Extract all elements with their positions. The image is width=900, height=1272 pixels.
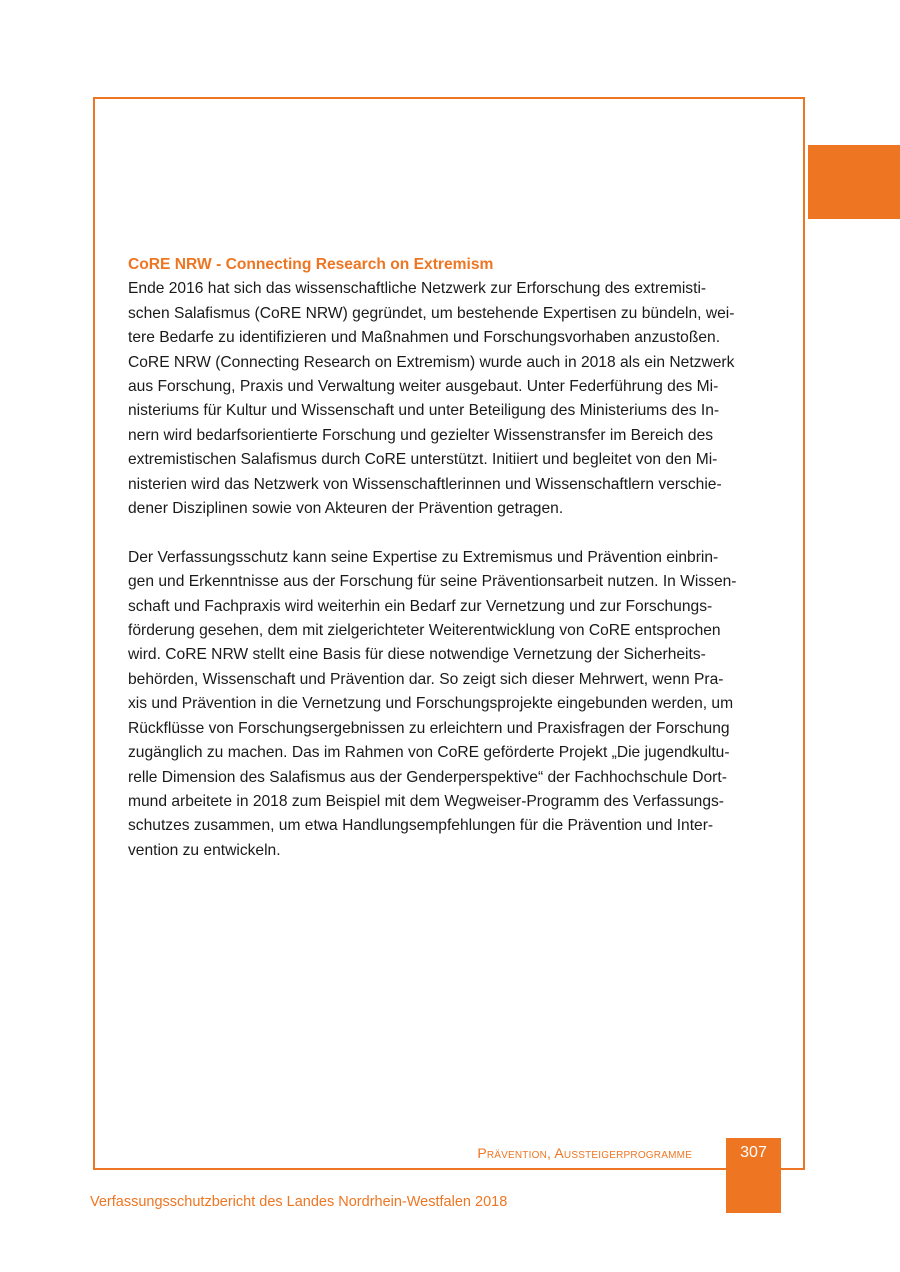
text-line: zugänglich zu machen. Das im Rahmen von CoRE geförderte Projekt „Die jugendkultu-: [128, 744, 730, 762]
text-line: CoRE NRW (Connecting Research on Extremism) wurde auch in 2018 als ein Netzwerk: [128, 353, 735, 371]
text-line: xis und Prävention in die Vernetzung und Forschungsprojekte eingebunden werden, um: [128, 695, 734, 713]
text-line: nern wird bedarfsorientierte Forschung und gezielter Wissenstransfer im Bereich des: [128, 426, 714, 444]
text-line: gen und Erkenntnisse aus der Forschung für seine Präventionsarbeit nutzen. In Wissen-: [128, 573, 737, 591]
section-heading: CoRE NRW - Connecting Research on Extremism: [128, 256, 494, 273]
text-line: extremistischen Salafismus durch CoRE unterstützt. Initiiert und begleitet von den Mi-: [128, 451, 718, 469]
text-line: Rückflüsse von Forschungsergebnissen zu erleichtern und Praxisfragen der Forschung: [128, 719, 730, 737]
text-line: relle Dimension des Salafismus aus der Genderperspektive“ der Fachhochschule Dort-: [128, 768, 727, 786]
text-line: tere Bedarfe zu identifizieren und Maßnahmen und Forschungsvorhaben anzustoßen.: [128, 329, 721, 347]
text-line: behörden, Wissenschaft und Prävention dar. So zeigt sich dieser Mehrwert, wenn Pra-: [128, 670, 724, 688]
text-line: schen Salafismus (CoRE NRW) gegründet, um bestehende Expertisen zu bündeln, wei-: [128, 304, 735, 322]
main-content: [128, 253, 778, 863]
text-line: Ende 2016 hat sich das wissenschaftliche Netzwerk zur Erforschung des extremisti-: [128, 280, 707, 298]
text-line: förderung gesehen, dem mit zielgerichteter Weiterentwicklung von CoRE entsprochen: [128, 622, 721, 640]
text-line: aus Forschung, Praxis und Verwaltung weiter ausgebaut. Unter Federführung des Mi-: [128, 378, 719, 396]
running-section-title: Prävention, Aussteigerprogramme: [477, 1145, 692, 1161]
page-number-box: [726, 1138, 781, 1213]
text-line: wird. CoRE NRW stellt eine Basis für diese notwendige Vernetzung der Sicherheits-: [128, 646, 706, 664]
text-line: Der Verfassungsschutz kann seine Expertise zu Extremismus und Prävention einbrin-: [128, 548, 719, 566]
text-line: schaft und Fachpraxis wird weiterhin ein Bedarf zur Vernetzung und zur Forschungs-: [128, 597, 713, 615]
paragraph-2: [128, 546, 778, 863]
text-line: mund arbeitete in 2018 zum Beispiel mit dem Wegweiser-Programm des Verfassungs-: [128, 792, 725, 810]
text-line: dener Disziplinen sowie von Akteuren der Prävention getragen.: [128, 500, 564, 518]
text-line: vention zu entwickeln.: [128, 841, 281, 859]
paragraph-1: [128, 277, 778, 521]
text-line: schutzes zusammen, um etwa Handlungsempfehlungen für die Prävention und Inter-: [128, 817, 714, 835]
chapter-tab-marker: [808, 145, 900, 219]
page-number: 307: [740, 1144, 767, 1161]
text-line: nisteriums für Kultur und Wissenschaft und unter Beteiligung des Ministeriums des In-: [128, 402, 720, 420]
text-line: nisterien wird das Netzwerk von Wissenschaftlerinnen und Wissenschaftlern verschie-: [128, 475, 722, 493]
report-title: Verfassungsschutzbericht des Landes Nordrhein-Westfalen 2018: [90, 1194, 508, 1210]
